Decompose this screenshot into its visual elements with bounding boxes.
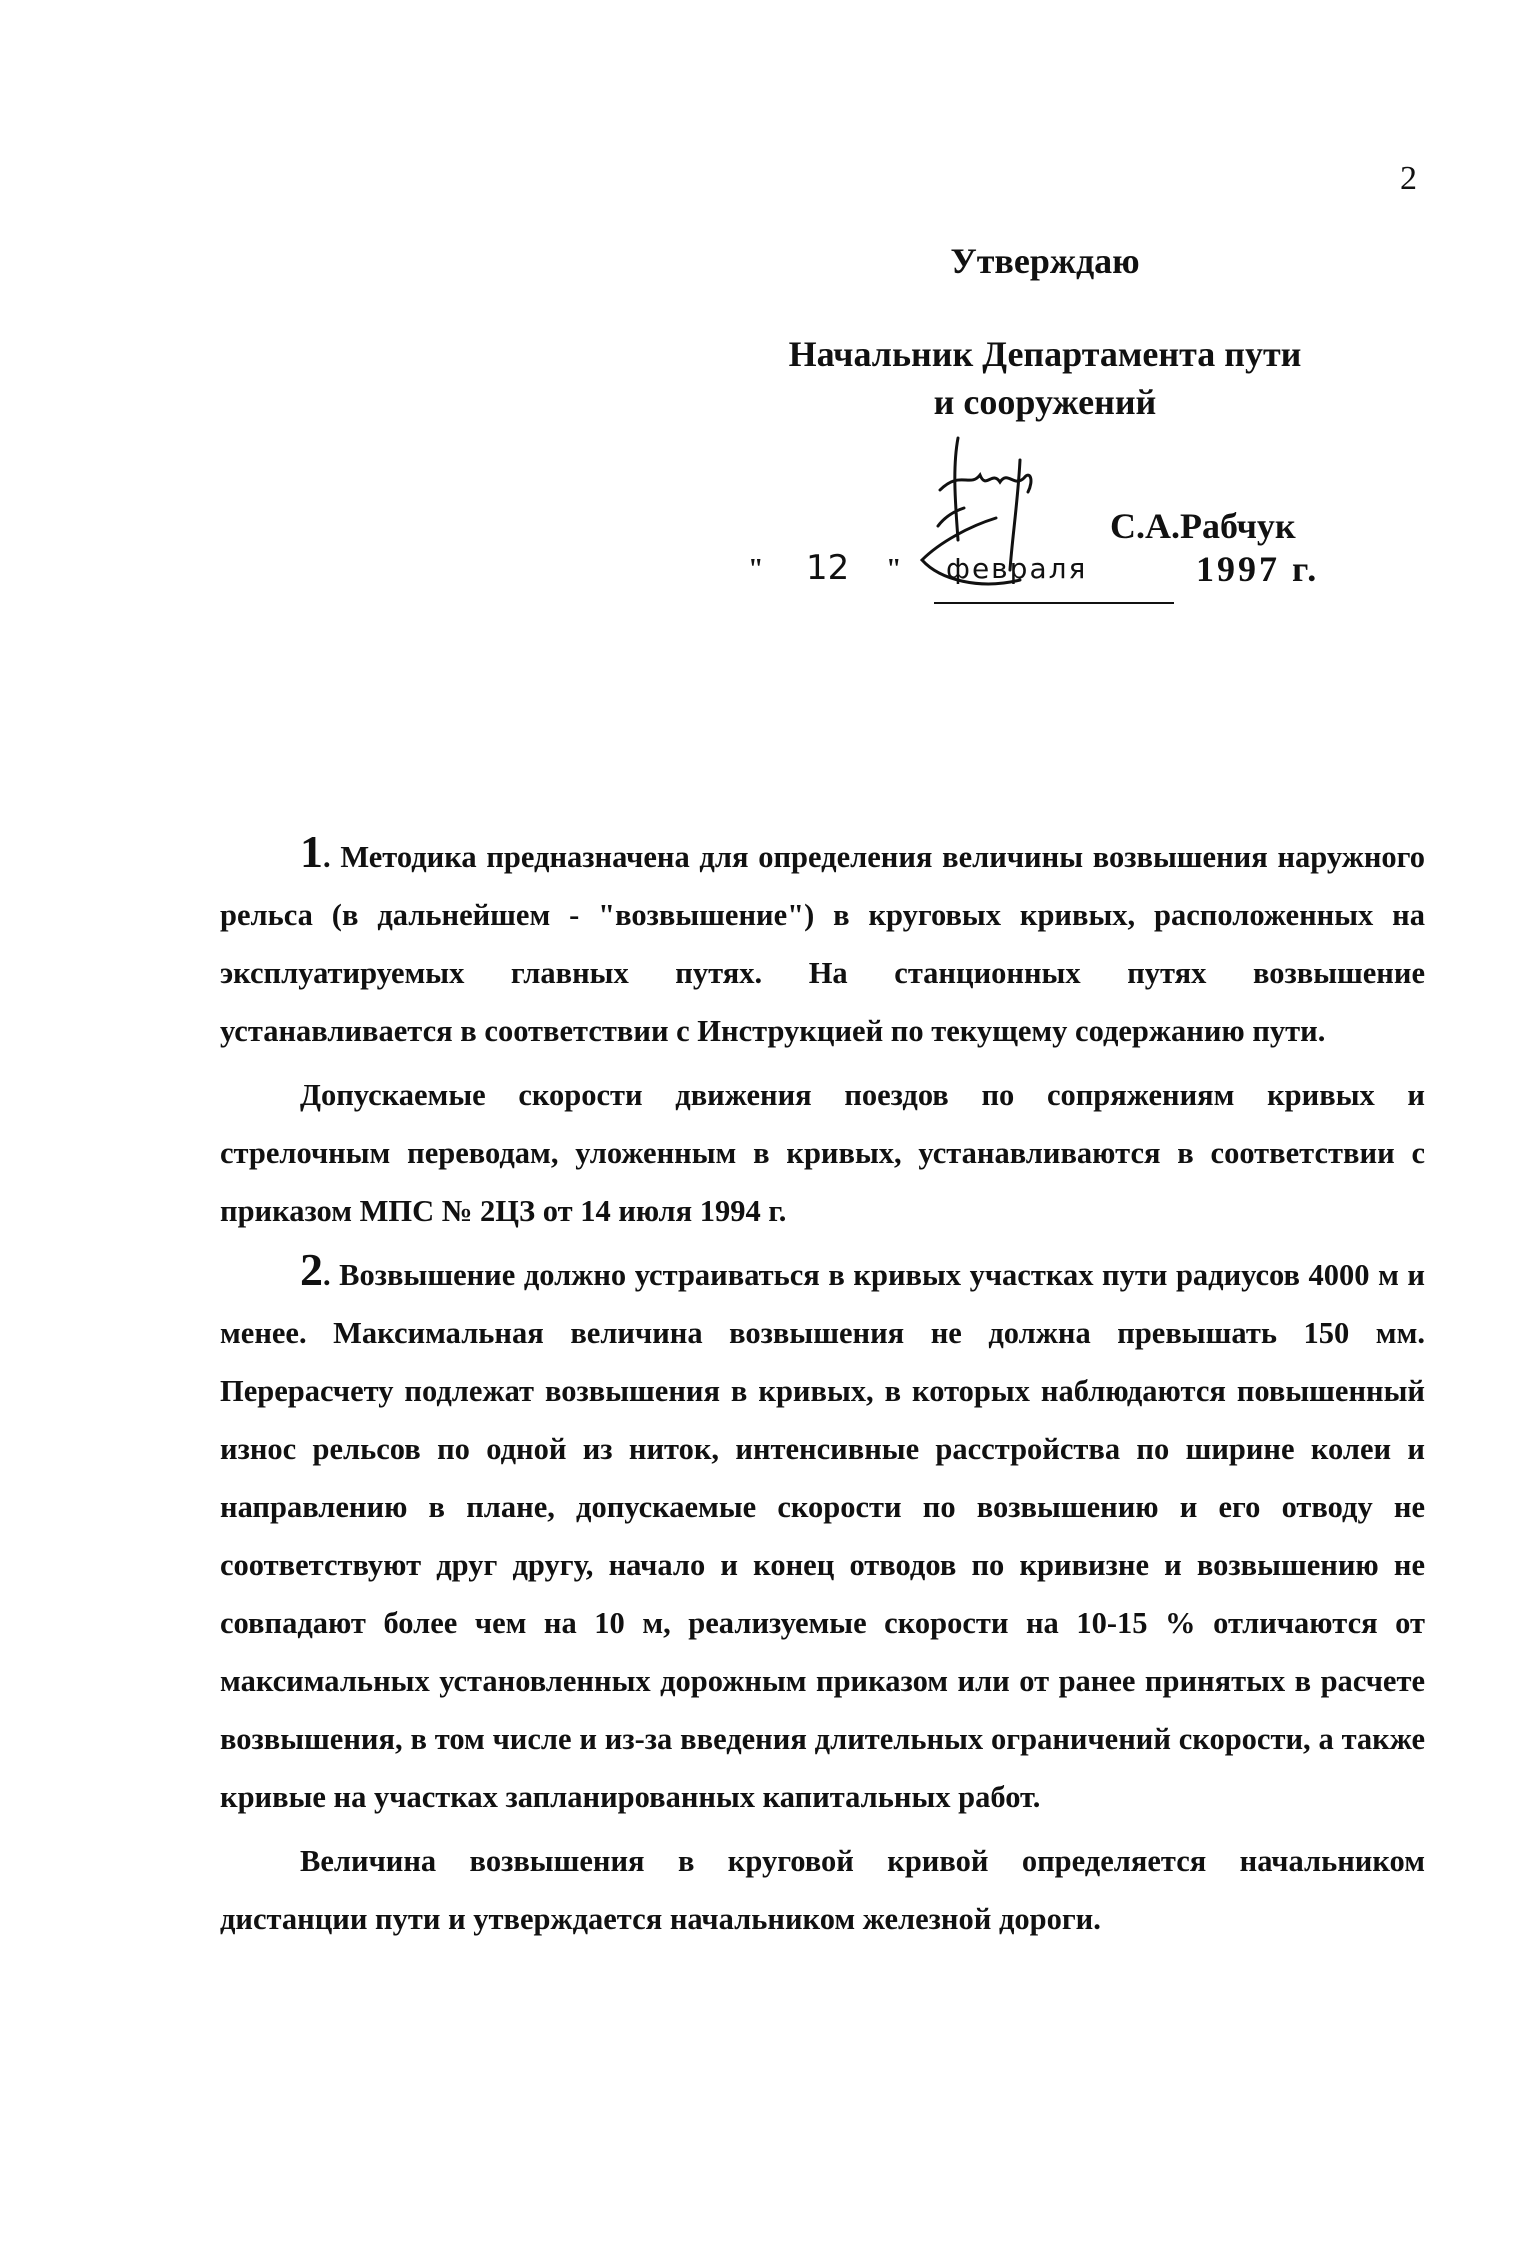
section-1-text-1: . Методика предназначена для определения величины возвышения наружного рельса (в дальнейшем - "возвышение") в круговых кривых, расположенных на эксплуатируемых главных путях. На станционных путях возвышение устанавливается в соответствии с Инструкцией по текущему содержанию пути.: [220, 840, 1425, 1048]
page-number: 2: [1400, 160, 1417, 197]
approval-heading: Утверждаю: [950, 241, 1140, 281]
document-body: [220, 828, 1425, 1948]
section-1-paragraph-1: [220, 828, 1425, 1060]
section-1-number: 1: [300, 826, 323, 877]
approver-position-line-1: Начальник Департамента пути: [788, 334, 1302, 374]
section-2-text-1: . Возвышение должно устраиваться в кривых участках пути радиусов 4000 м и менее. Максимальная величина возвышения не должна превышать 150 мм. Перерасчету подлежат возвышения в кривых, в которых наблюдаются повышенный износ рельсов по одной из ниток, интенсивные расстройства по ширине колеи и направлению в плане, допускаемые скорости по возвышению и его отводу не соответствуют друг другу, начало и конец отводов по кривизне и возвышению не совпадают более чем на 10 м, реализуемые скорости на 10-15 % отличаются от максимальных установленных дорожным приказом или от ранее принятых в расчете возвышения, в том числе и из-за введения длительных ограничений скорости, а также кривые на участках запланированных капитальных работ.: [220, 1258, 1425, 1814]
date-quote-close: ": [886, 554, 902, 585]
date-day: 12: [806, 548, 850, 588]
approval-date: [748, 548, 1368, 618]
date-quote-open: ": [748, 554, 764, 585]
section-2-paragraph-1: [220, 1246, 1425, 1826]
approval-block: [720, 240, 1370, 426]
section-2-paragraph-2: Величина возвышения в круговой кривой определяется начальником дистанции пути и утверждается начальником железной дороги.: [220, 1844, 1425, 1936]
section-1-paragraph-2: Допускаемые скорости движения поездов по сопряжениям кривых и стрелочным переводам, уложенным в кривых, устанавливаются в соответствии с приказом МПС № 2ЦЗ от 14 июля 1994 г.: [220, 1078, 1425, 1228]
date-month-underline: [934, 602, 1174, 604]
section-2-number: 2: [300, 1244, 323, 1295]
date-year: 1997 г.: [1196, 549, 1320, 589]
signer-name: С.А.Рабчук: [1110, 506, 1296, 546]
approver-position-line-2: и сооружений: [933, 382, 1157, 422]
date-month: февраля: [946, 552, 1088, 585]
